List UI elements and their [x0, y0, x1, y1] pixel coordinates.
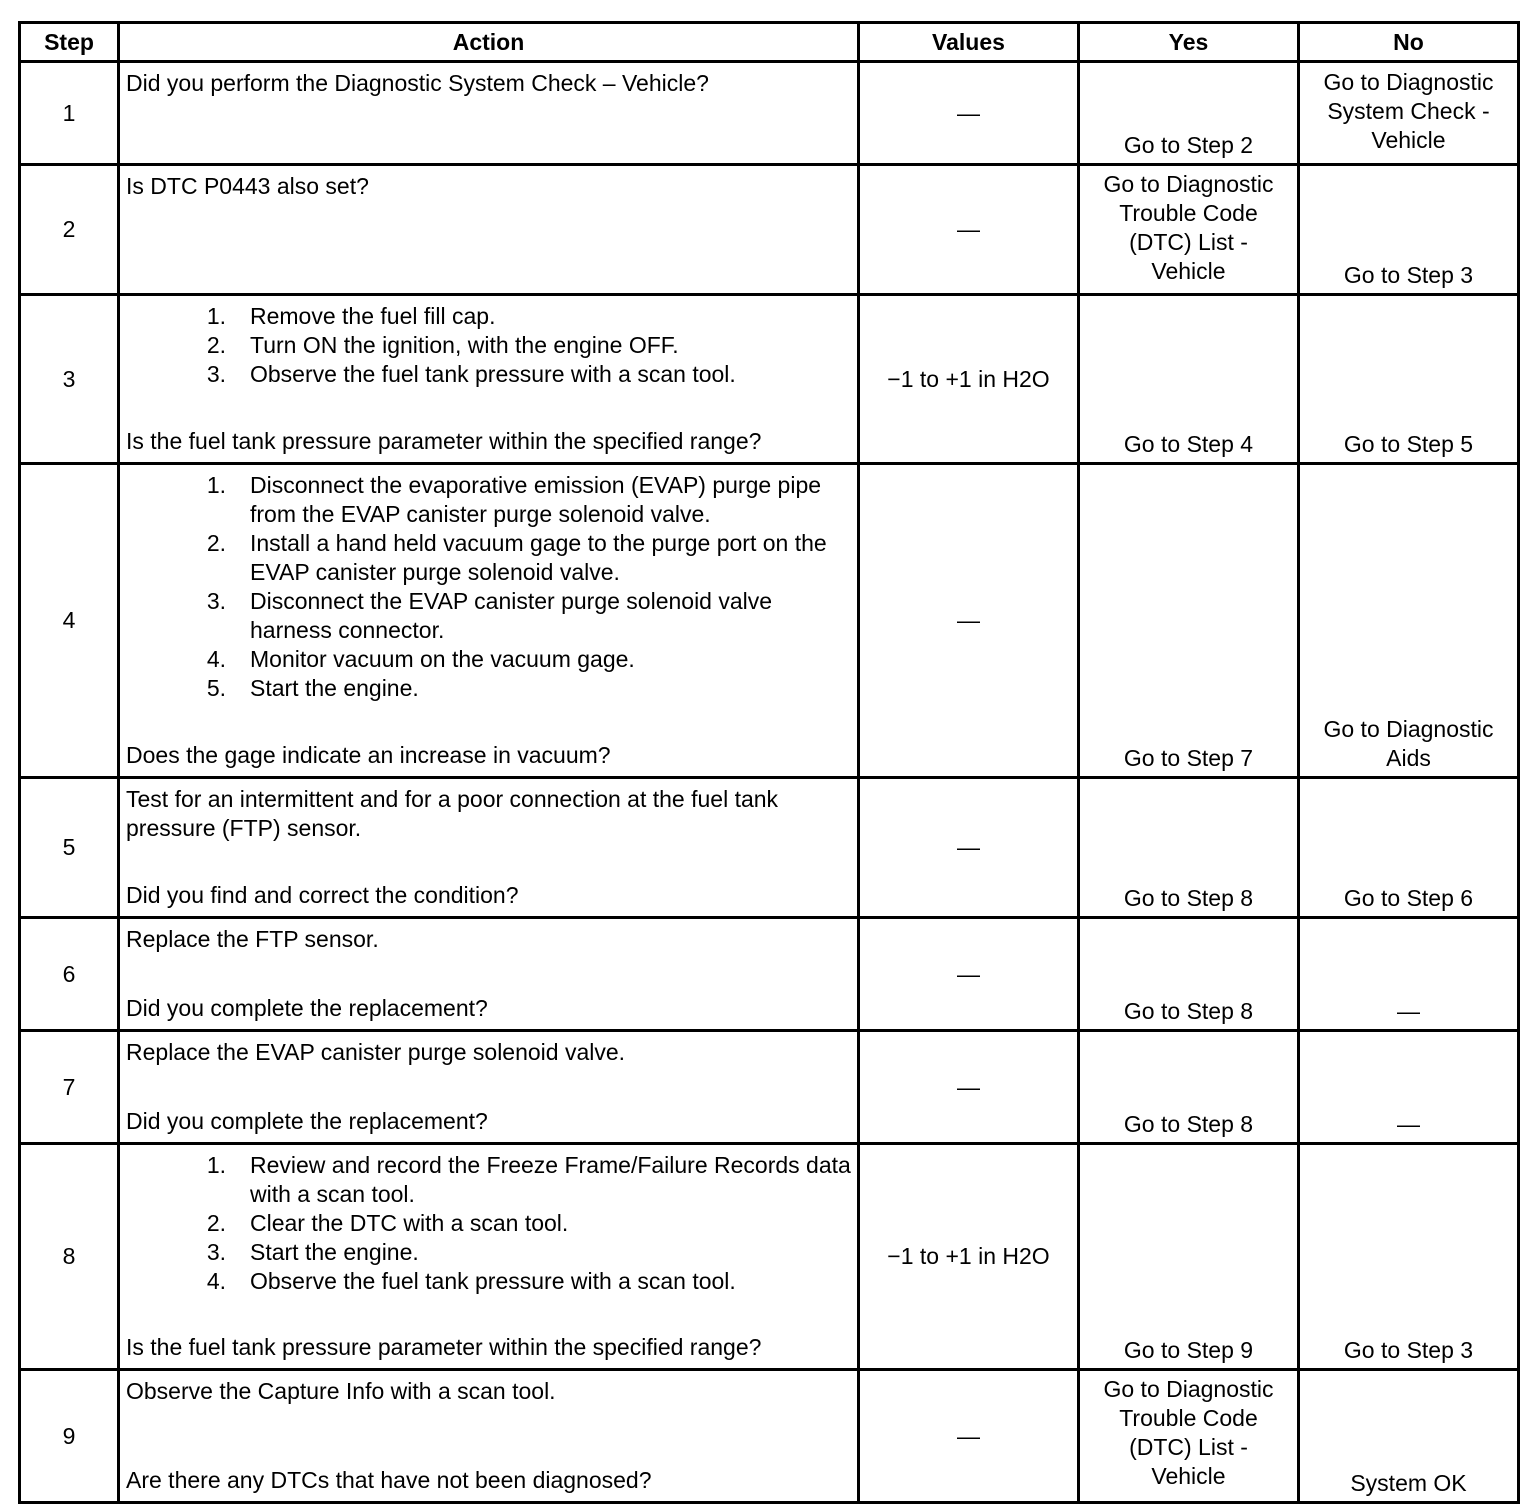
yes-text: Go to Step 8 [1123, 1111, 1254, 1137]
item-text: Install a hand held vacuum gage to the purge port on the EVAP canister purge solenoid valve. [250, 530, 827, 585]
yes-text: Go to Step 8 [1123, 885, 1254, 911]
item-number: 3. [206, 588, 226, 614]
header-step: Step [20, 23, 119, 62]
action-list-item [126, 529, 851, 587]
table-row [20, 62, 1519, 165]
table-row [20, 1144, 1519, 1370]
action-cell [119, 1144, 859, 1370]
no-cell [1299, 295, 1519, 464]
yes-cell [1079, 778, 1299, 918]
no-cell [1299, 1144, 1519, 1370]
item-number: 1. [206, 1152, 226, 1178]
table-row [20, 918, 1519, 1031]
table-row [20, 165, 1519, 295]
no-line: Go to Diagnostic [1323, 69, 1494, 95]
item-number: 4. [206, 1268, 226, 1294]
step-number: 3 [20, 295, 119, 464]
yes-cell [1079, 62, 1299, 165]
action-content [126, 172, 851, 287]
action-cell [119, 165, 859, 295]
step-number: 6 [20, 918, 119, 1031]
no-text: System OK [1350, 1470, 1467, 1496]
diagnostic-table [18, 21, 1520, 1504]
no-line: System Check - [1327, 98, 1490, 124]
action-instructions [126, 1377, 851, 1406]
header-row [20, 23, 1519, 62]
action-list-item [126, 331, 851, 360]
action-instructions [126, 925, 851, 954]
values-cell: — [859, 1031, 1079, 1144]
item-number: 2. [206, 1210, 226, 1236]
yes-cell [1079, 1031, 1299, 1144]
item-text: Remove the fuel fill cap. [250, 303, 496, 329]
yes-line: Trouble Code [1119, 1405, 1258, 1431]
action-instructions [126, 172, 851, 201]
yes-line: (DTC) List - [1129, 229, 1248, 255]
no-text: Go to Step 6 [1343, 885, 1474, 911]
table-row [20, 1370, 1519, 1503]
action-question: Did you find and correct the condition? [126, 882, 519, 908]
no-line: Go to Diagnostic [1323, 716, 1494, 742]
action-instructions [126, 471, 851, 703]
no-cell [1299, 62, 1519, 165]
yes-cell [1079, 464, 1299, 778]
yes-line: (DTC) List - [1129, 1434, 1248, 1460]
step-number: 2 [20, 165, 119, 295]
item-text: Disconnect the EVAP canister purge solenoid valve harness connector. [250, 588, 773, 643]
no-cell [1299, 464, 1519, 778]
item-number: 2. [206, 530, 226, 556]
action-cell [119, 778, 859, 918]
item-text: Observe the fuel tank pressure with a scan tool. [250, 361, 736, 387]
action-question: Is the fuel tank pressure parameter within the specified range? [126, 1334, 762, 1360]
action-content [126, 69, 851, 157]
values-cell: — [859, 1370, 1079, 1503]
no-cell [1299, 778, 1519, 918]
values-cell: — [859, 778, 1079, 918]
action-text: Did you perform the Diagnostic System Check – Vehicle? [126, 70, 709, 96]
action-content [126, 785, 851, 910]
action-cell [119, 295, 859, 464]
no-line: Vehicle [1371, 127, 1446, 153]
values-cell: — [859, 918, 1079, 1031]
action-content [126, 1377, 851, 1495]
step-number: 4 [20, 464, 119, 778]
yes-text: Go to Step 2 [1123, 132, 1254, 158]
step-number: 1 [20, 62, 119, 165]
item-number: 3. [206, 1239, 226, 1265]
action-question: Does the gage indicate an increase in vacuum? [126, 742, 611, 768]
yes-line: Vehicle [1151, 1463, 1226, 1489]
action-list-item [126, 302, 851, 331]
action-list-item [126, 587, 851, 645]
item-number: 1. [206, 303, 226, 329]
values-cell: — [859, 165, 1079, 295]
action-question: Is the fuel tank pressure parameter within the specified range? [126, 428, 762, 454]
action-text: Observe the Capture Info with a scan tool. [126, 1378, 556, 1404]
action-content [126, 471, 851, 770]
action-list [126, 471, 851, 703]
item-number: 3. [206, 361, 226, 387]
action-list [126, 302, 851, 389]
table-row [20, 778, 1519, 918]
item-number: 1. [206, 472, 226, 498]
table-body [20, 62, 1519, 1503]
no-line: Aids [1386, 745, 1431, 771]
action-content [126, 302, 851, 456]
item-text: Turn ON the ignition, with the engine OFF. [250, 332, 679, 358]
action-content [126, 1151, 851, 1362]
yes-cell [1079, 295, 1299, 464]
action-instructions [126, 1038, 851, 1067]
action-content [126, 925, 851, 1023]
action-cell [119, 464, 859, 778]
action-list-item [126, 360, 851, 389]
no-cell [1299, 918, 1519, 1031]
values-cell: −1 to +1 in H2O [859, 1144, 1079, 1370]
action-text: Replace the FTP sensor. [126, 926, 379, 952]
step-number: 5 [20, 778, 119, 918]
item-text: Monitor vacuum on the vacuum gage. [250, 646, 635, 672]
action-list-item [126, 1209, 851, 1238]
values-cell: −1 to +1 in H2O [859, 295, 1079, 464]
action-instructions [126, 1151, 851, 1296]
action-instructions [126, 785, 851, 843]
no-text: Go to Step 3 [1343, 262, 1474, 288]
action-cell [119, 62, 859, 165]
header-action: Action [119, 23, 859, 62]
item-number: 5. [206, 675, 226, 701]
action-text: Replace the EVAP canister purge solenoid valve. [126, 1039, 626, 1065]
values-cell: — [859, 62, 1079, 165]
item-text: Observe the fuel tank pressure with a scan tool. [250, 1268, 736, 1294]
item-text: Review and record the Freeze Frame/Failure Records data with a scan tool. [250, 1152, 851, 1207]
step-number: 9 [20, 1370, 119, 1503]
yes-cell [1079, 1370, 1299, 1503]
yes-text: Go to Step 9 [1123, 1337, 1254, 1363]
header-values: Values [859, 23, 1079, 62]
action-question: Did you complete the replacement? [126, 995, 488, 1021]
yes-line: Vehicle [1151, 258, 1226, 284]
action-list-item [126, 1267, 851, 1296]
action-text: Test for an intermittent and for a poor connection at the fuel tank pressure (FTP) sensor. [126, 786, 779, 841]
action-list-item [126, 1151, 851, 1209]
table-row [20, 464, 1519, 778]
action-list [126, 1151, 851, 1296]
item-text: Start the engine. [250, 1239, 419, 1265]
item-text: Disconnect the evaporative emission (EVAP) purge pipe from the EVAP canister purge solenoid valve. [250, 472, 822, 527]
yes-line: Go to Diagnostic [1103, 1376, 1274, 1402]
yes-cell [1079, 918, 1299, 1031]
step-number: 7 [20, 1031, 119, 1144]
action-list-item [126, 1238, 851, 1267]
item-number: 4. [206, 646, 226, 672]
yes-cell [1079, 1144, 1299, 1370]
action-content [126, 1038, 851, 1136]
action-text: Is DTC P0443 also set? [126, 173, 369, 199]
action-instructions [126, 69, 851, 98]
no-text: Go to Step 3 [1343, 1337, 1474, 1363]
no-cell [1299, 1031, 1519, 1144]
header-no: No [1299, 23, 1519, 62]
action-question: Are there any DTCs that have not been diagnosed? [126, 1467, 652, 1493]
yes-text: Go to Step 7 [1123, 745, 1254, 771]
action-cell [119, 1031, 859, 1144]
action-list-item [126, 645, 851, 674]
item-text: Clear the DTC with a scan tool. [250, 1210, 569, 1236]
yes-text: Go to Step 8 [1123, 998, 1254, 1024]
table-row [20, 1031, 1519, 1144]
step-number: 8 [20, 1144, 119, 1370]
action-cell [119, 918, 859, 1031]
yes-text: Go to Step 4 [1123, 431, 1254, 457]
yes-line: Go to Diagnostic [1103, 171, 1274, 197]
action-question: Did you complete the replacement? [126, 1108, 488, 1134]
table-row [20, 295, 1519, 464]
action-instructions [126, 302, 851, 389]
yes-line: Trouble Code [1119, 200, 1258, 226]
no-text: — [1397, 998, 1420, 1024]
values-cell: — [859, 464, 1079, 778]
item-text: Start the engine. [250, 675, 419, 701]
no-cell [1299, 165, 1519, 295]
no-cell [1299, 1370, 1519, 1503]
action-list-item [126, 471, 851, 529]
yes-cell [1079, 165, 1299, 295]
action-list-item [126, 674, 851, 703]
no-text: — [1397, 1111, 1420, 1137]
header-yes: Yes [1079, 23, 1299, 62]
item-number: 2. [206, 332, 226, 358]
action-cell [119, 1370, 859, 1503]
no-text: Go to Step 5 [1343, 431, 1474, 457]
